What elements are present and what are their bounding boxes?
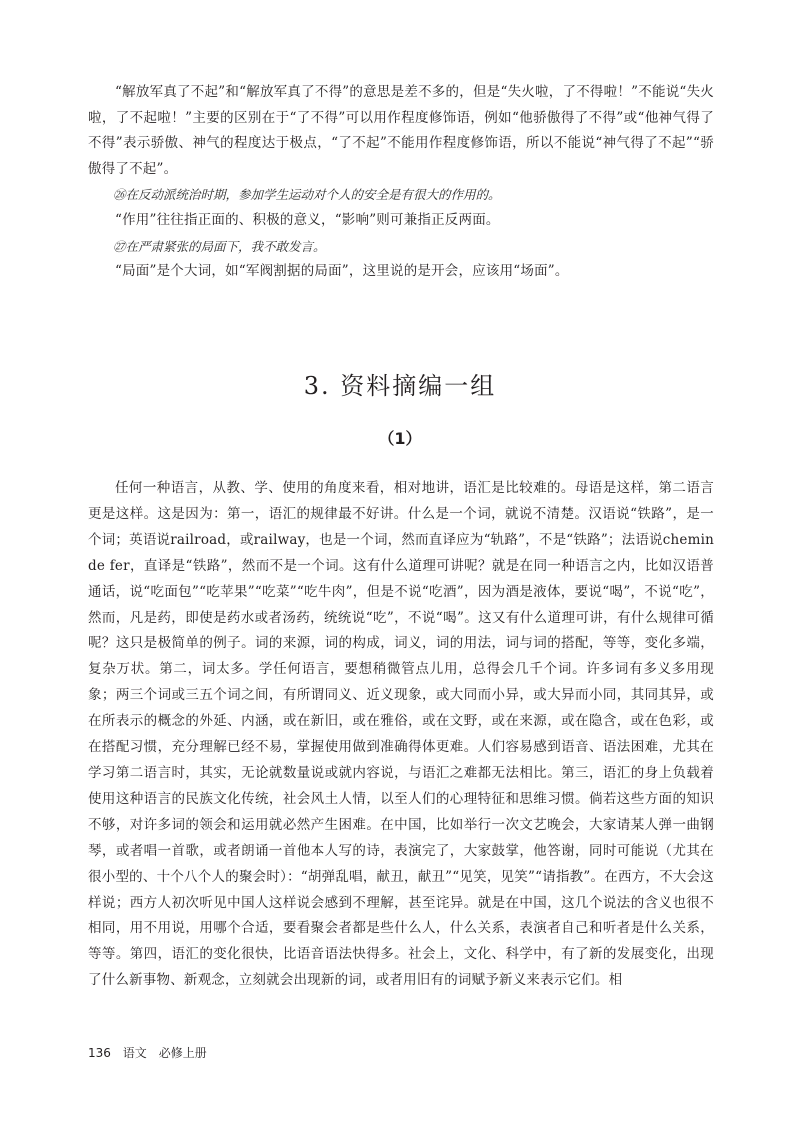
example-27: ㉗在严肃紧张的局面下，我不敢发言。 (113, 238, 326, 254)
body-section (88, 476, 714, 994)
page-footer (88, 1044, 207, 1061)
top-section (88, 80, 714, 285)
paragraph-liaobuqi: “解放军真了不起”和“解放军真了不得”的意思是差不多的，但是“失火啦，了不得啦！”不能说“失火啦，了不起啦！”主要的区别在于“了不得”可以用作程度修饰语，例如“他骄傲得了不得”或“他神气得了不得”表示骄傲、神气的程度达于极点，“了不起”不能用作程度修饰语，所以不能说“神气得了不起”“骄傲得了不起”。 (88, 84, 714, 177)
book-title: 语文 必修上册 (122, 1046, 207, 1060)
paragraph-jumian: “局面”是个大词，如“军阀割据的局面”，这里说的是开会，应该用“场面”。 (115, 263, 569, 280)
section-title: 3. 资料摘编一组 (303, 372, 497, 400)
paragraph-vocabulary: 任何一种语言，从教、学、使用的角度来看，相对地讲，语汇是比较难的。母语是这样，第二语言更是这样。这是因为：第一，语汇的规律最不好讲。什么是一个词，就说不清楚。汉语说“铁路”，是一个词；英语说railroad，或railway，也是一个词，然而直译应为“轨路”，不是“铁路”；法语说chemin de fer，直译是“铁路”，然而不是一个词。这有什么道理可讲呢？就是在同一种语言之内，比如汉语普通话，说“吃面包”“吃苹果”“吃菜”“吃牛肉”，但是不说“吃酒”，因为酒是液体，要说“喝”，不说“吃”，然而，凡是药，即使是药水或者汤药，统统说“吃”，不说“喝”。这又有什么道理可讲，有什么规律可循呢？这只是极简单的例子。词的来源，词的构成，词义，词的用法，词与词的搭配，等等，变化多端，复杂万状。第二，词太多。学任何语言，要想稍微管点儿用，总得会几千个词。许多词有多义多用现象；两三个词或三五个词之间，有所谓同义、近义现象，或大同而小异，或大异而小同，其同其异，或在所表示的概念的外延、内涵，或在新旧，或在雅俗，或在文野，或在来源，或在隐含，或在色彩，或在搭配习惯，充分理解已经不易，掌握使用做到准确得体更难。人们容易感到语音、语法困难，尤其在学习第二语言时，其实，无论就数量说或就内容说，与语汇之难都无法相比。第三，语汇的身上负载着使用这种语言的民族文化传统，社会风土人情，以至人们的心理特征和思维习惯。倘若这些方面的知识不够，对许多词的领会和运用就必然产生困难。在中国，比如举行一次文艺晚会，大家请某人弹一曲钢琴，或者唱一首歌，或者朗诵一首他本人写的诗，表演完了，大家鼓掌，他答谢，同时可能说（尤其在很小型的、十个八个人的聚会时）：“胡弹乱唱，献丑，献丑”“见笑，见笑”“请指教”。在西方，不大会这样说；西方人初次听见中国人这样说会感到不理解，甚至诧异。就是在中国，这几个说法的含义也很不相同，用不用说，用哪个合适，要看聚会者都是些什么人，什么关系，表演者自己和听者是什么关系，等等。第四，语汇的变化很快，比语音语法快得多。社会上，文化、科学中，有了新的发展变化，出现了什么新事物、新观念，立刻就会出现新的词，或者用旧有的词赋予新义来表示它们。相 (88, 480, 714, 989)
section-subtitle: （1） (378, 429, 422, 448)
paragraph-zuoyong: “作用”往往指正面的、积极的意义，“影响”则可兼指正反两面。 (115, 211, 500, 228)
example-26: ㉖在反动派统治时期，参加学生运动对个人的安全是有很大的作用的。 (113, 187, 501, 203)
page-number: 136 (88, 1046, 111, 1060)
